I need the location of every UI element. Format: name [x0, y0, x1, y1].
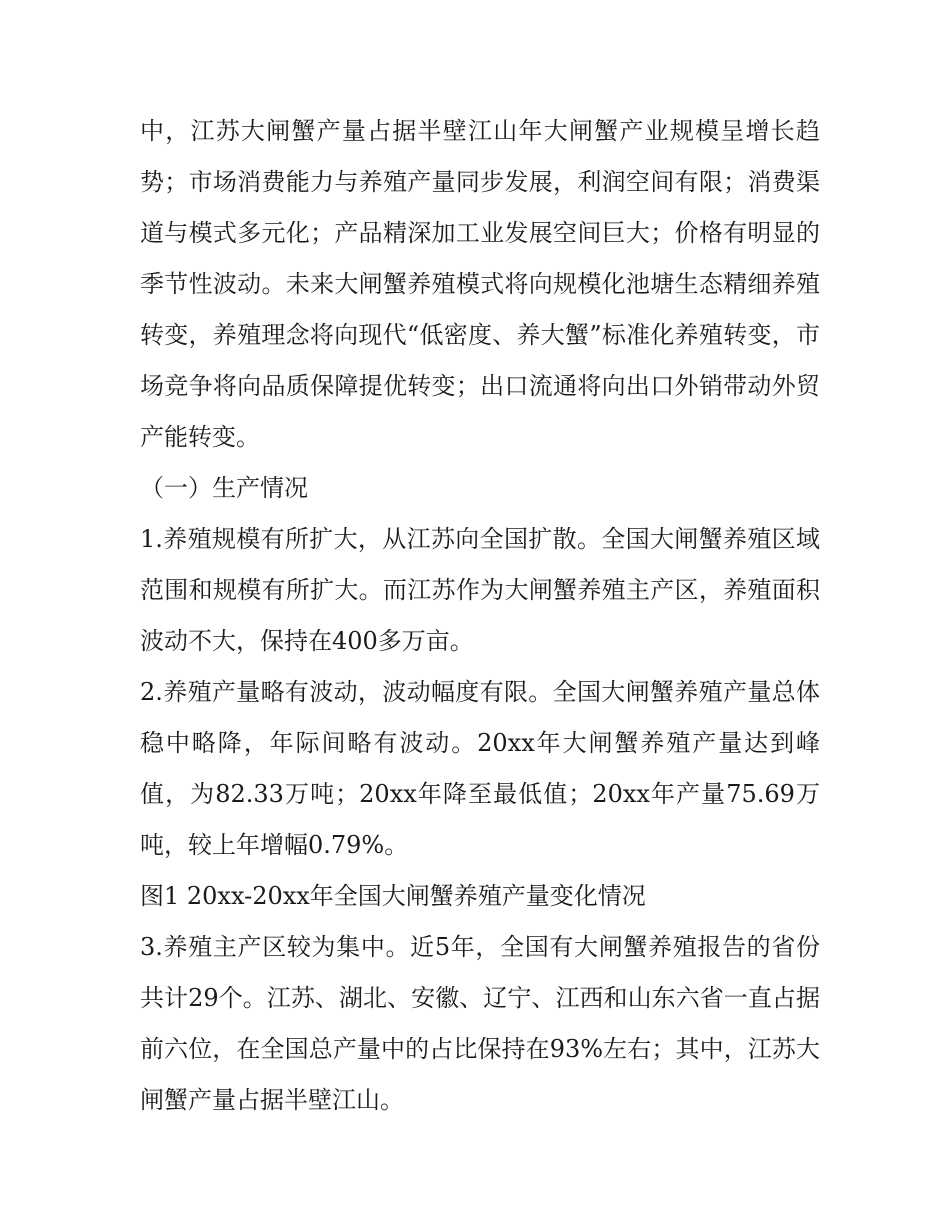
- section-heading: （一）生产情况: [140, 474, 308, 502]
- item-2-paragraph: 2.养殖产量略有波动，波动幅度有限。全国大闸蟹养殖产量总体稳中略降，年际间略有波动。20xx年大闸蟹养殖产量达到峰值，为82.33万吨；20xx年降至最低值；20xx年产量75.69万吨，较上年增幅0.79%。: [140, 678, 820, 859]
- intro-paragraph: 中，江苏大闸蟹产量占据半壁江山年大闸蟹产业规模呈增长趋势；市场消费能力与养殖产量同步发展，利润空间有限；消费渠道与模式多元化；产品精深加工业发展空间巨大；价格有明显的季节性波动。未来大闸蟹养殖模式将向规模化池塘生态精细养殖转变，养殖理念将向现代“低密度、养大蟹”标准化养殖转变，市场竞争将向品质保障提优转变；出口流通将向出口外销带动外贸产能转变。: [140, 117, 820, 451]
- document-body: [140, 106, 820, 1126]
- item-1-paragraph: 1.养殖规模有所扩大，从江苏向全国扩散。全国大闸蟹养殖区域范围和规模有所扩大。而江苏作为大闸蟹养殖主产区，养殖面积波动不大，保持在400多万亩。: [140, 525, 820, 655]
- figure-caption: 图1 20xx-20xx年全国大闸蟹养殖产量变化情况: [140, 882, 646, 910]
- item-3-paragraph: 3.养殖主产区较为集中。近5年，全国有大闸蟹养殖报告的省份共计29个。江苏、湖北、安徽、辽宁、江西和山东六省一直占据前六位，在全国总产量中的占比保持在93%左右；其中，江苏大闸蟹产量占据半壁江山。: [140, 933, 820, 1114]
